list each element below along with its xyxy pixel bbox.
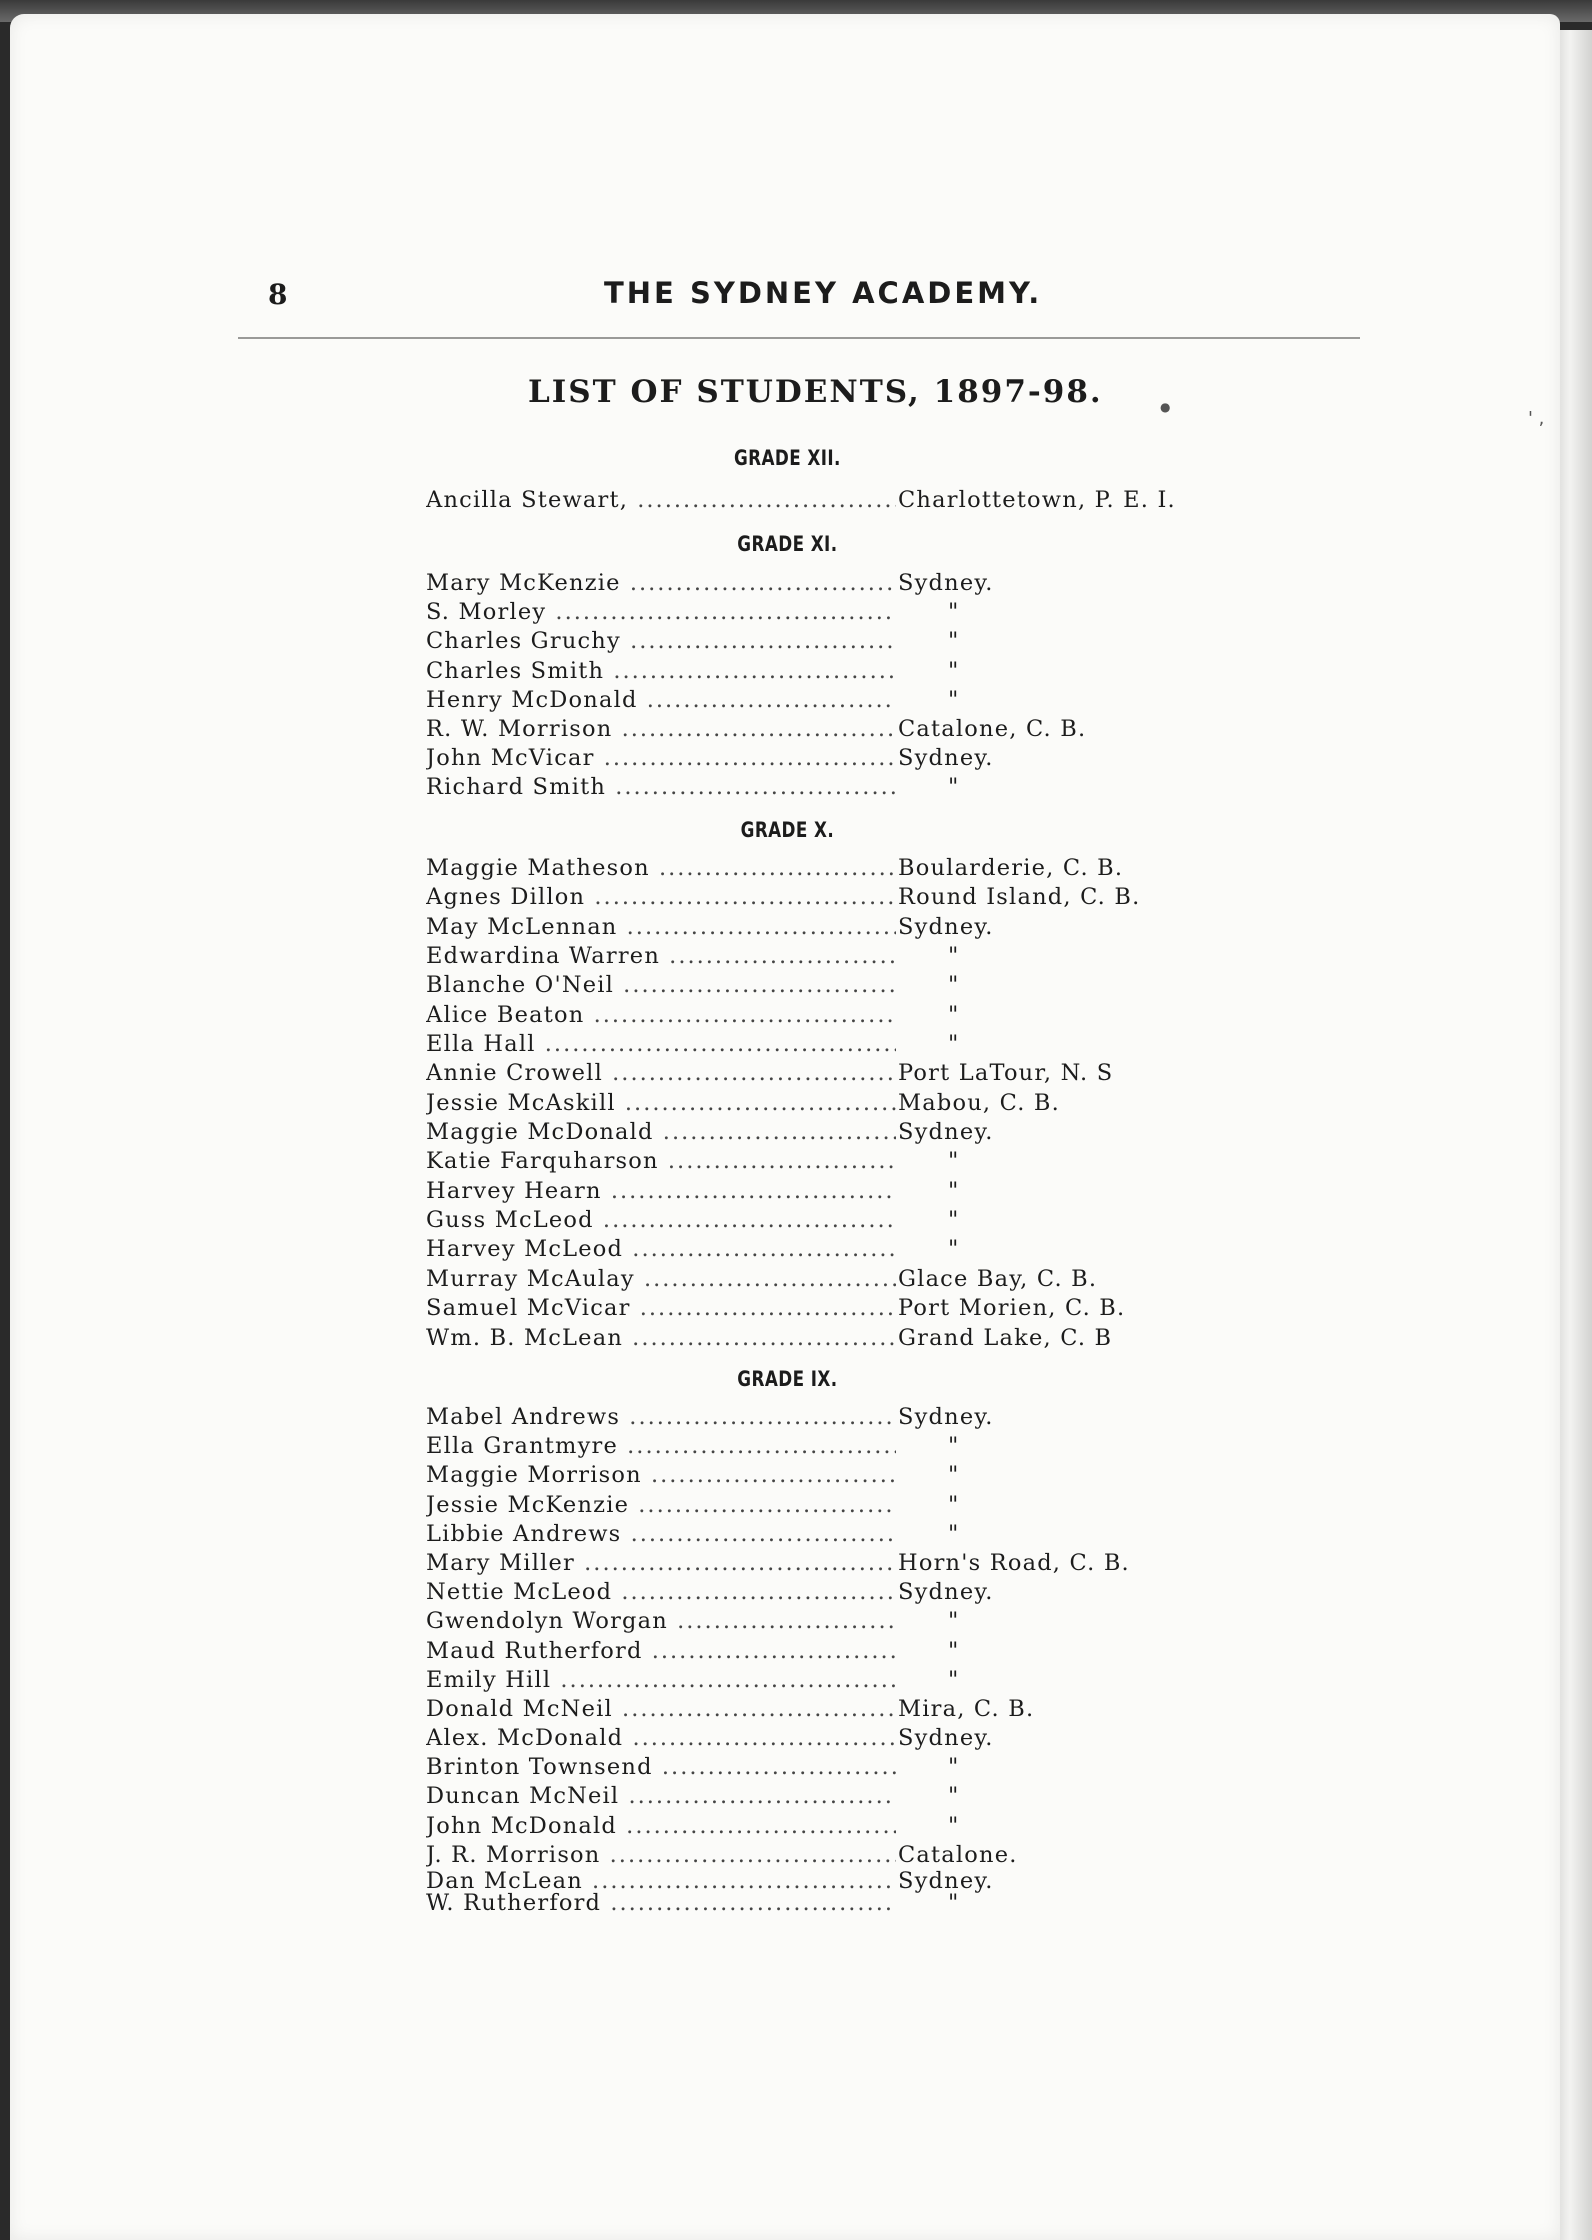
student-hometown: " <box>948 628 960 655</box>
student-entry <box>426 1608 1206 1637</box>
student-entry <box>426 1890 1206 1919</box>
student-entry <box>426 1696 1206 1725</box>
student-hometown: " <box>948 1608 960 1635</box>
student-name: Edwardina Warren ..... <box>426 943 896 969</box>
student-name: Annie Crowell ..... <box>426 1060 896 1086</box>
student-entry <box>426 1638 1206 1667</box>
student-hometown: " <box>948 1462 960 1489</box>
student-hometown: " <box>948 1433 960 1460</box>
margin-mark: ● <box>1160 400 1171 414</box>
student-hometown: Charlottetown, P. E. I. <box>898 487 1176 513</box>
student-hometown: Sydney. <box>898 1119 994 1146</box>
student-name: John McDonald ..... <box>426 1813 896 1839</box>
grade-student-list <box>426 487 1206 516</box>
student-name: Henry McDonald ..... <box>426 687 896 713</box>
student-entry <box>426 1754 1206 1783</box>
grade-heading: GRADE XII. <box>733 446 841 470</box>
student-entry <box>426 1492 1206 1521</box>
student-entry <box>426 1667 1206 1696</box>
student-name: Maggie McDonald ..... <box>426 1119 896 1145</box>
list-title: LIST OF STUDENTS, 1897-98. <box>528 374 1103 410</box>
student-hometown: " <box>948 972 960 999</box>
student-entry <box>426 599 1206 628</box>
student-entry <box>426 1579 1206 1608</box>
student-entry <box>426 570 1206 599</box>
student-name: W. Rutherford ..... <box>426 1890 896 1916</box>
student-entry <box>426 1002 1206 1031</box>
student-name: Mabel Andrews ..... <box>426 1404 896 1430</box>
student-name: Katie Farquharson ..... <box>426 1148 896 1174</box>
student-hometown: " <box>948 1177 960 1204</box>
student-hometown: " <box>948 1031 960 1058</box>
student-entry <box>426 972 1206 1001</box>
student-entry <box>426 1521 1206 1550</box>
page-number: 8 <box>268 278 288 311</box>
student-entry <box>426 1813 1206 1842</box>
student-name: Mary McKenzie ..... <box>426 570 896 596</box>
student-hometown: " <box>948 1520 960 1547</box>
student-hometown: " <box>948 1207 960 1234</box>
student-hometown: Mira, C. B. <box>898 1695 1035 1722</box>
student-entry <box>426 855 1206 884</box>
student-hometown: Sydney. <box>898 913 994 940</box>
student-entry <box>426 1325 1206 1354</box>
student-entry <box>426 1207 1206 1236</box>
student-hometown: Port Morien, C. B. <box>898 1295 1126 1322</box>
student-name: Alex. McDonald ..... <box>426 1725 896 1751</box>
student-entry <box>426 1236 1206 1265</box>
student-name: Donald McNeil ..... <box>426 1696 896 1722</box>
student-entry <box>426 1842 1206 1868</box>
student-entry <box>426 1266 1206 1295</box>
student-entry <box>426 1433 1206 1462</box>
student-hometown: Catalone, C. B. <box>898 715 1087 742</box>
student-entry <box>426 774 1206 803</box>
student-hometown: Sydney. <box>898 1725 994 1752</box>
student-name: Mary Miller ..... <box>426 1550 896 1576</box>
grade-heading: GRADE X. <box>740 818 835 842</box>
student-hometown: " <box>948 1666 960 1693</box>
student-hometown: " <box>948 1754 960 1781</box>
student-entry <box>426 1060 1206 1089</box>
student-entry <box>426 658 1206 687</box>
student-name: Wm. B. McLean ..... <box>426 1325 896 1351</box>
student-hometown: " <box>948 943 960 970</box>
grade-heading: GRADE IX. <box>737 1367 838 1391</box>
student-entry <box>426 1119 1206 1148</box>
margin-mark: ' , <box>1528 408 1545 429</box>
student-entry <box>426 914 1206 943</box>
student-name: Jessie McAskill ..... <box>426 1090 896 1116</box>
student-entry <box>426 1867 1206 1894</box>
student-hometown: Horn's Road, C. B. <box>898 1549 1130 1576</box>
student-hometown: Grand Lake, C. B <box>898 1324 1113 1351</box>
student-name: Harvey McLeod ..... <box>426 1236 896 1262</box>
student-entry <box>426 1462 1206 1491</box>
student-name: Brinton Townsend ..... <box>426 1754 896 1780</box>
student-name: Jessie McKenzie ..... <box>426 1492 896 1518</box>
student-name: Guss McLeod ..... <box>426 1207 896 1233</box>
student-entry <box>426 1725 1206 1754</box>
student-entry <box>426 487 1206 516</box>
student-hometown: Glace Bay, C. B. <box>898 1265 1098 1292</box>
student-hometown: Sydney. <box>898 570 994 596</box>
student-entry <box>426 1404 1206 1433</box>
student-hometown: Sydney. <box>898 1867 994 1894</box>
student-entry <box>426 745 1206 774</box>
student-hometown: " <box>948 1889 960 1916</box>
student-hometown: " <box>948 1236 960 1263</box>
student-entry <box>426 1550 1206 1579</box>
student-name: S. Morley ..... <box>426 599 896 625</box>
student-entry <box>426 1148 1206 1177</box>
student-entry <box>426 884 1206 913</box>
student-name: Ancilla Stewart, ..... <box>426 487 896 513</box>
student-name: Murray McAulay ..... <box>426 1266 896 1292</box>
student-hometown: " <box>948 1783 960 1810</box>
student-entry <box>426 687 1206 716</box>
student-name: Maggie Morrison ..... <box>426 1462 896 1488</box>
student-hometown: Sydney. <box>898 1404 994 1430</box>
student-hometown: " <box>948 599 960 626</box>
student-name: Ella Grantmyre ..... <box>426 1433 896 1459</box>
student-entry <box>426 716 1206 745</box>
student-entry <box>426 1295 1206 1324</box>
student-hometown: Sydney. <box>898 745 994 772</box>
grade-student-list <box>426 855 1206 1354</box>
student-name: Richard Smith ..... <box>426 774 896 800</box>
student-entry <box>426 943 1206 972</box>
student-name: Alice Beaton ..... <box>426 1002 896 1028</box>
header-rule <box>238 337 1360 339</box>
student-name: Harvey Hearn ..... <box>426 1178 896 1204</box>
student-hometown: " <box>948 686 960 713</box>
student-entry <box>426 1783 1206 1812</box>
grade-student-list <box>426 570 1206 804</box>
student-name: Nettie McLeod ..... <box>426 1579 896 1605</box>
student-hometown: Mabou, C. B. <box>898 1089 1061 1116</box>
student-entry <box>426 628 1206 657</box>
student-hometown: Catalone. <box>898 1841 1018 1868</box>
student-hometown: Boularderie, C. B. <box>898 855 1124 881</box>
student-name: Maggie Matheson ..... <box>426 855 896 881</box>
student-name: Gwendolyn Worgan ..... <box>426 1608 896 1634</box>
student-entry <box>426 1090 1206 1119</box>
student-name: Emily Hill ..... <box>426 1667 896 1693</box>
student-hometown: Round Island, C. B. <box>898 884 1141 911</box>
student-name: Maud Rutherford ..... <box>426 1638 896 1664</box>
student-name: Duncan McNeil ..... <box>426 1783 896 1809</box>
student-name: John McVicar ..... <box>426 745 896 771</box>
student-name: Dan McLean ..... <box>426 1868 896 1894</box>
student-hometown: " <box>948 1001 960 1028</box>
student-hometown: " <box>948 657 960 684</box>
student-name: Charles Gruchy ..... <box>426 628 896 654</box>
student-name: Libbie Andrews ..... <box>426 1521 896 1547</box>
grade-heading: GRADE XI. <box>737 532 838 556</box>
student-hometown: " <box>948 1491 960 1518</box>
student-name: Agnes Dillon ..... <box>426 884 896 910</box>
running-head: THE SYDNEY ACADEMY. <box>604 276 1043 310</box>
student-name: May McLennan ..... <box>426 914 896 940</box>
student-name: Ella Hall ..... <box>426 1031 896 1057</box>
grade-student-list <box>426 1404 1206 1919</box>
student-hometown: Port LaTour, N. S <box>898 1060 1114 1087</box>
student-name: Samuel McVicar ..... <box>426 1295 896 1321</box>
student-name: J. R. Morrison ..... <box>426 1842 896 1868</box>
student-name: Blanche O'Neil ..... <box>426 972 896 998</box>
student-hometown: " <box>948 774 960 801</box>
student-entry <box>426 1031 1206 1060</box>
student-hometown: " <box>948 1637 960 1664</box>
student-hometown: Sydney. <box>898 1579 994 1606</box>
student-hometown: " <box>948 1148 960 1175</box>
student-name: R. W. Morrison ..... <box>426 716 896 742</box>
student-name: Charles Smith ..... <box>426 658 896 684</box>
student-hometown: " <box>948 1812 960 1839</box>
student-entry <box>426 1178 1206 1207</box>
